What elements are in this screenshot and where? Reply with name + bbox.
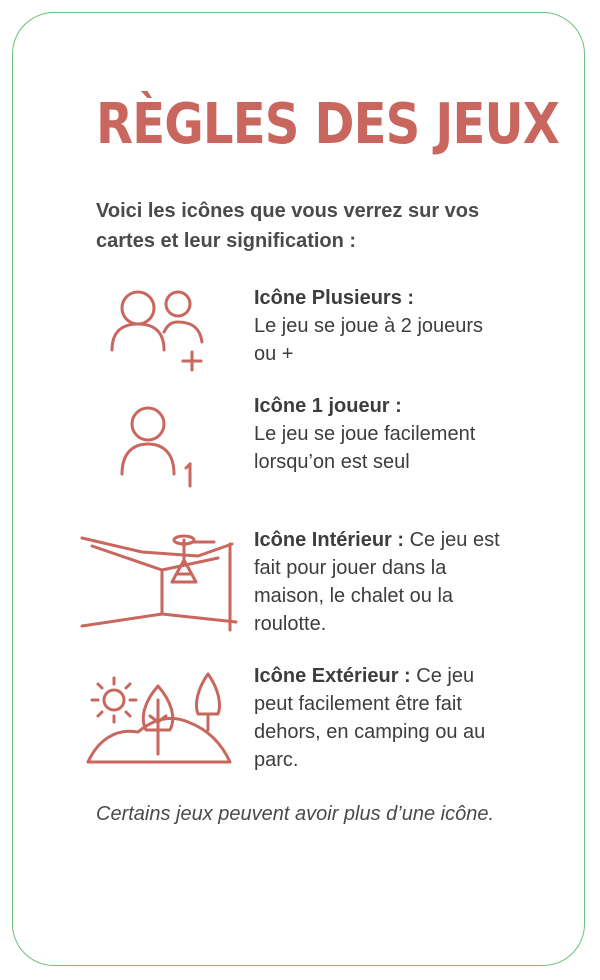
rule-multiplayer-desc: Le jeu se joue à 2 joueurs ou + — [254, 315, 484, 365]
rule-indoor-desc: Ce jeu est fait pour jouer dans la maison, le chalet ou la roulotte. — [254, 529, 500, 635]
rule-single-player-text — [254, 392, 504, 476]
rule-multiplayer-name: Icône Plusieurs : — [254, 287, 415, 309]
outdoor-icon — [84, 670, 234, 780]
rule-multiplayer-text — [254, 284, 504, 368]
indoor-icon — [80, 530, 240, 640]
rule-outdoor-text — [254, 662, 504, 774]
rule-single-player — [0, 392, 600, 522]
rule-single-player-name: Icône 1 joueur : — [254, 395, 402, 417]
rule-outdoor-name: Icône Extérieur : — [254, 665, 411, 687]
intro-text: Voici les icônes que vous verrez sur vos cartes et leur signification : — [96, 200, 480, 252]
multiplayer-icon — [106, 280, 216, 380]
page-title: RÈGLES DES JEUX — [96, 92, 560, 157]
rule-multiplayer — [0, 280, 600, 410]
single-player-icon — [112, 398, 222, 498]
rule-indoor-text — [254, 526, 504, 638]
rule-outdoor — [0, 662, 600, 792]
rule-indoor — [0, 526, 600, 656]
rule-single-player-desc: Le jeu se joue facilement lorsqu’on est seul — [254, 423, 476, 473]
rule-indoor-name: Icône Intérieur : — [254, 529, 405, 551]
rule-outdoor-desc: Ce jeu peut facilement être fait dehors, en camping ou au parc. — [254, 665, 486, 771]
footnote: Certains jeux peuvent avoir plus d’une icône. — [96, 803, 495, 825]
